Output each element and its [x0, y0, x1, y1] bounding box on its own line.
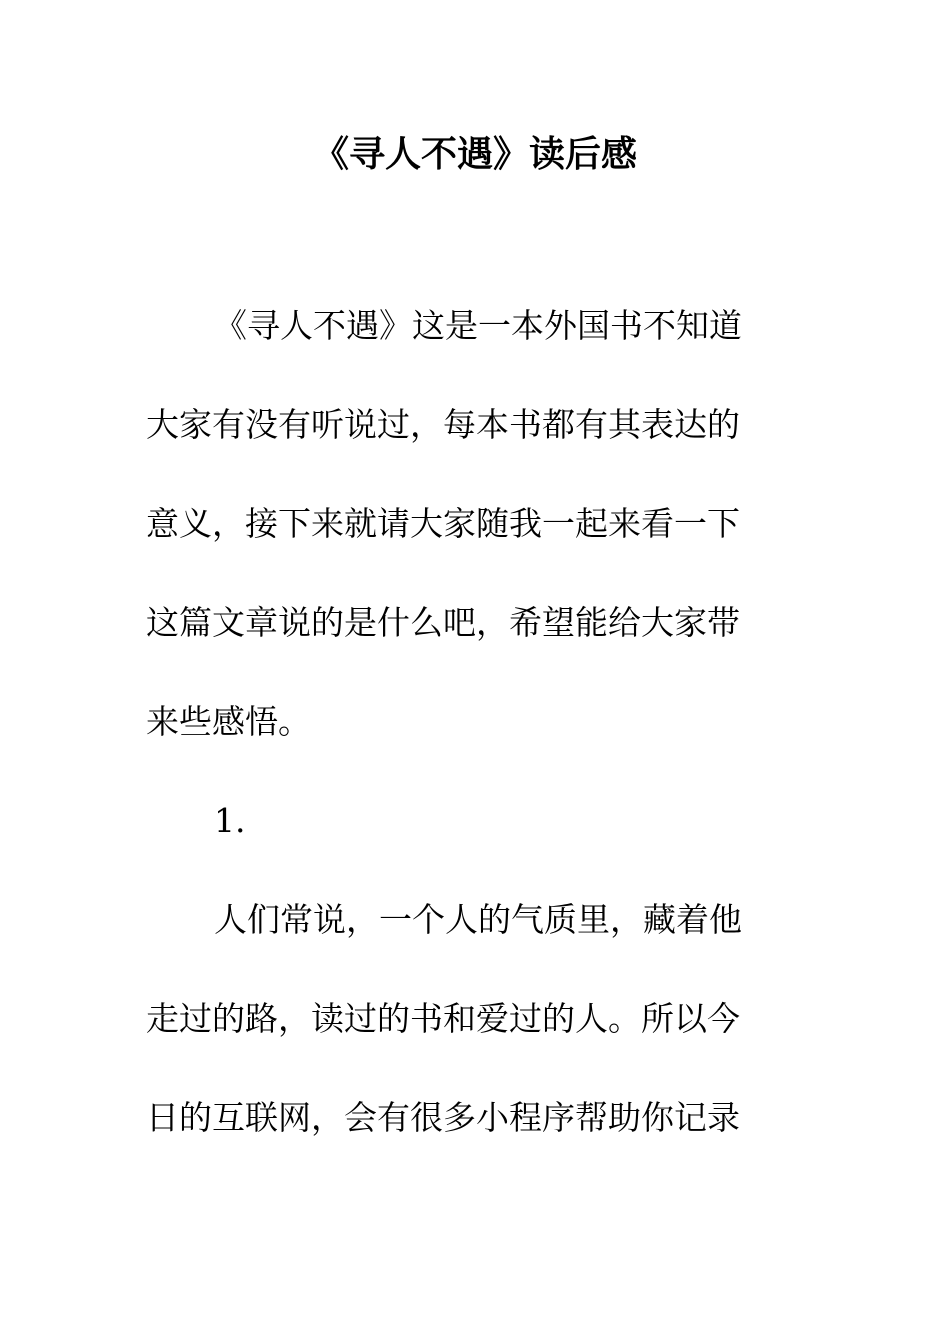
- paragraph-line: 来些感悟。: [146, 702, 311, 741]
- paragraph-line: 人们常说，一个人的气质里，藏着他: [214, 900, 742, 939]
- section-number: 1.: [214, 801, 246, 840]
- paragraph-line: 意义，接下来就请大家随我一起来看一下: [146, 504, 740, 543]
- paragraph-line: 《寻人不遇》这是一本外国书不知道: [214, 306, 742, 345]
- document-title: 《寻人不遇》读后感: [312, 133, 637, 175]
- paragraph-line: 走过的路，读过的书和爱过的人。所以今: [146, 999, 740, 1038]
- paragraph-line: 大家有没有听说过，每本书都有其表达的: [146, 405, 740, 444]
- paragraph-line: 这篇文章说的是什么吧，希望能给大家带: [146, 603, 740, 642]
- paragraph-line: 日的互联网，会有很多小程序帮助你记录: [146, 1098, 740, 1137]
